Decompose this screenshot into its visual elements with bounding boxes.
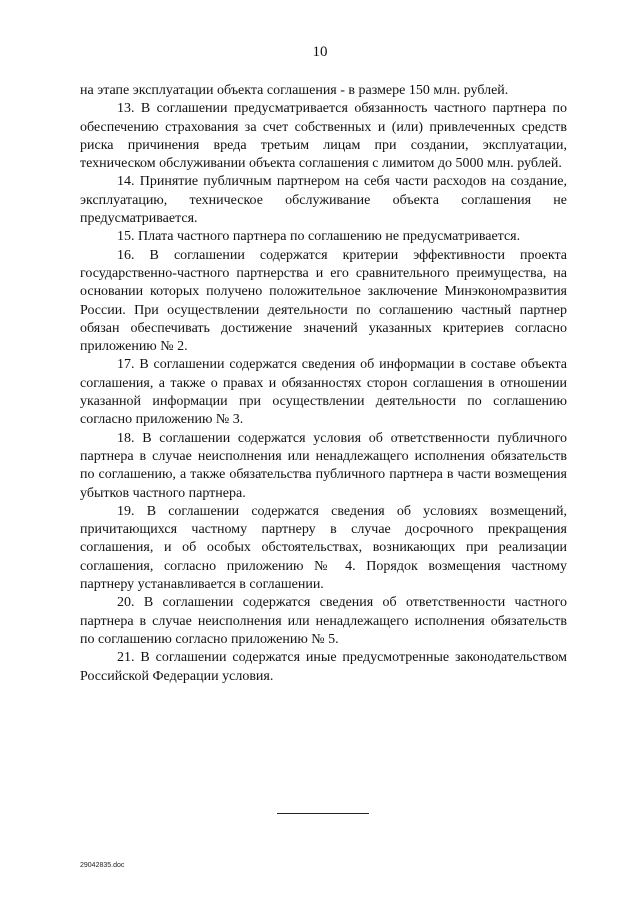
end-divider <box>277 813 369 814</box>
paragraph-21: 21. В соглашении содержатся иные предусмотренные законодательством Российской Федерации условия. <box>80 650 567 684</box>
paragraph-13: 13. В соглашении предусматривается обязанность частного партнера по обеспечению страхования за счет собственных и (или) привлеченных средств риска причинения вреда третьим лицам при создании, эксплуатации, техническом обслуживании объекта соглашения с лимитом до 5000 млн. рублей. <box>80 101 567 172</box>
paragraph-19: 19. В соглашении содержатся сведения об условиях возмещений, причитающихся частному партнеру в случае досрочного прекращения соглашения, и об особых обстоятельствах, возникающих при реализации соглашения, согласно приложению № 4. Порядок возмещения частному партнеру устанавливается в соглашении. <box>80 503 567 593</box>
paragraph-18: 18. В соглашении содержатся условия об ответственности публичного партнера в случае неисполнения или ненадлежащего исполнения обязательств по соглашению, а также обязательства публичного партнера в части возмещения убытков частного партнера. <box>80 430 567 501</box>
paragraph-17: 17. В соглашении содержатся сведения об информации в составе объекта соглашения, а также о правах и обязанностях сторон соглашения в отношении указанной информации при осуществлении деятельности по соглашению согласно приложению № 3. <box>80 357 567 428</box>
footer-file-code: 29042835.doc <box>80 862 125 869</box>
paragraph-16: 16. В соглашении содержатся критерии эффективности проекта государственно-частного партнерства и его сравнительного преимущества, на основании которых получено положительное заключение Минэкономразвития России. При осуществлении деятельности по соглашению частный партнер обязан обеспечивать достижение значений указанных критериев согласно приложению № 2. <box>80 247 567 355</box>
paragraph-20: 20. В соглашении содержатся сведения об ответственности частного партнера в случае неисполнения или ненадлежащего исполнения обязательств по соглашению согласно приложению № 5. <box>80 595 567 647</box>
document-body <box>80 82 567 686</box>
paragraph-continuation: на этапе эксплуатации объекта соглашения - в размере 150 млн. рублей. <box>80 83 509 98</box>
page-number: 10 <box>312 44 328 60</box>
paragraph-14: 14. Принятие публичным партнером на себя части расходов на создание, эксплуатацию, техническое обслуживание объекта соглашения не предусматривается. <box>80 174 567 227</box>
paragraph-15: 15. Плата частного партнера по соглашению не предусматривается. <box>117 229 521 245</box>
